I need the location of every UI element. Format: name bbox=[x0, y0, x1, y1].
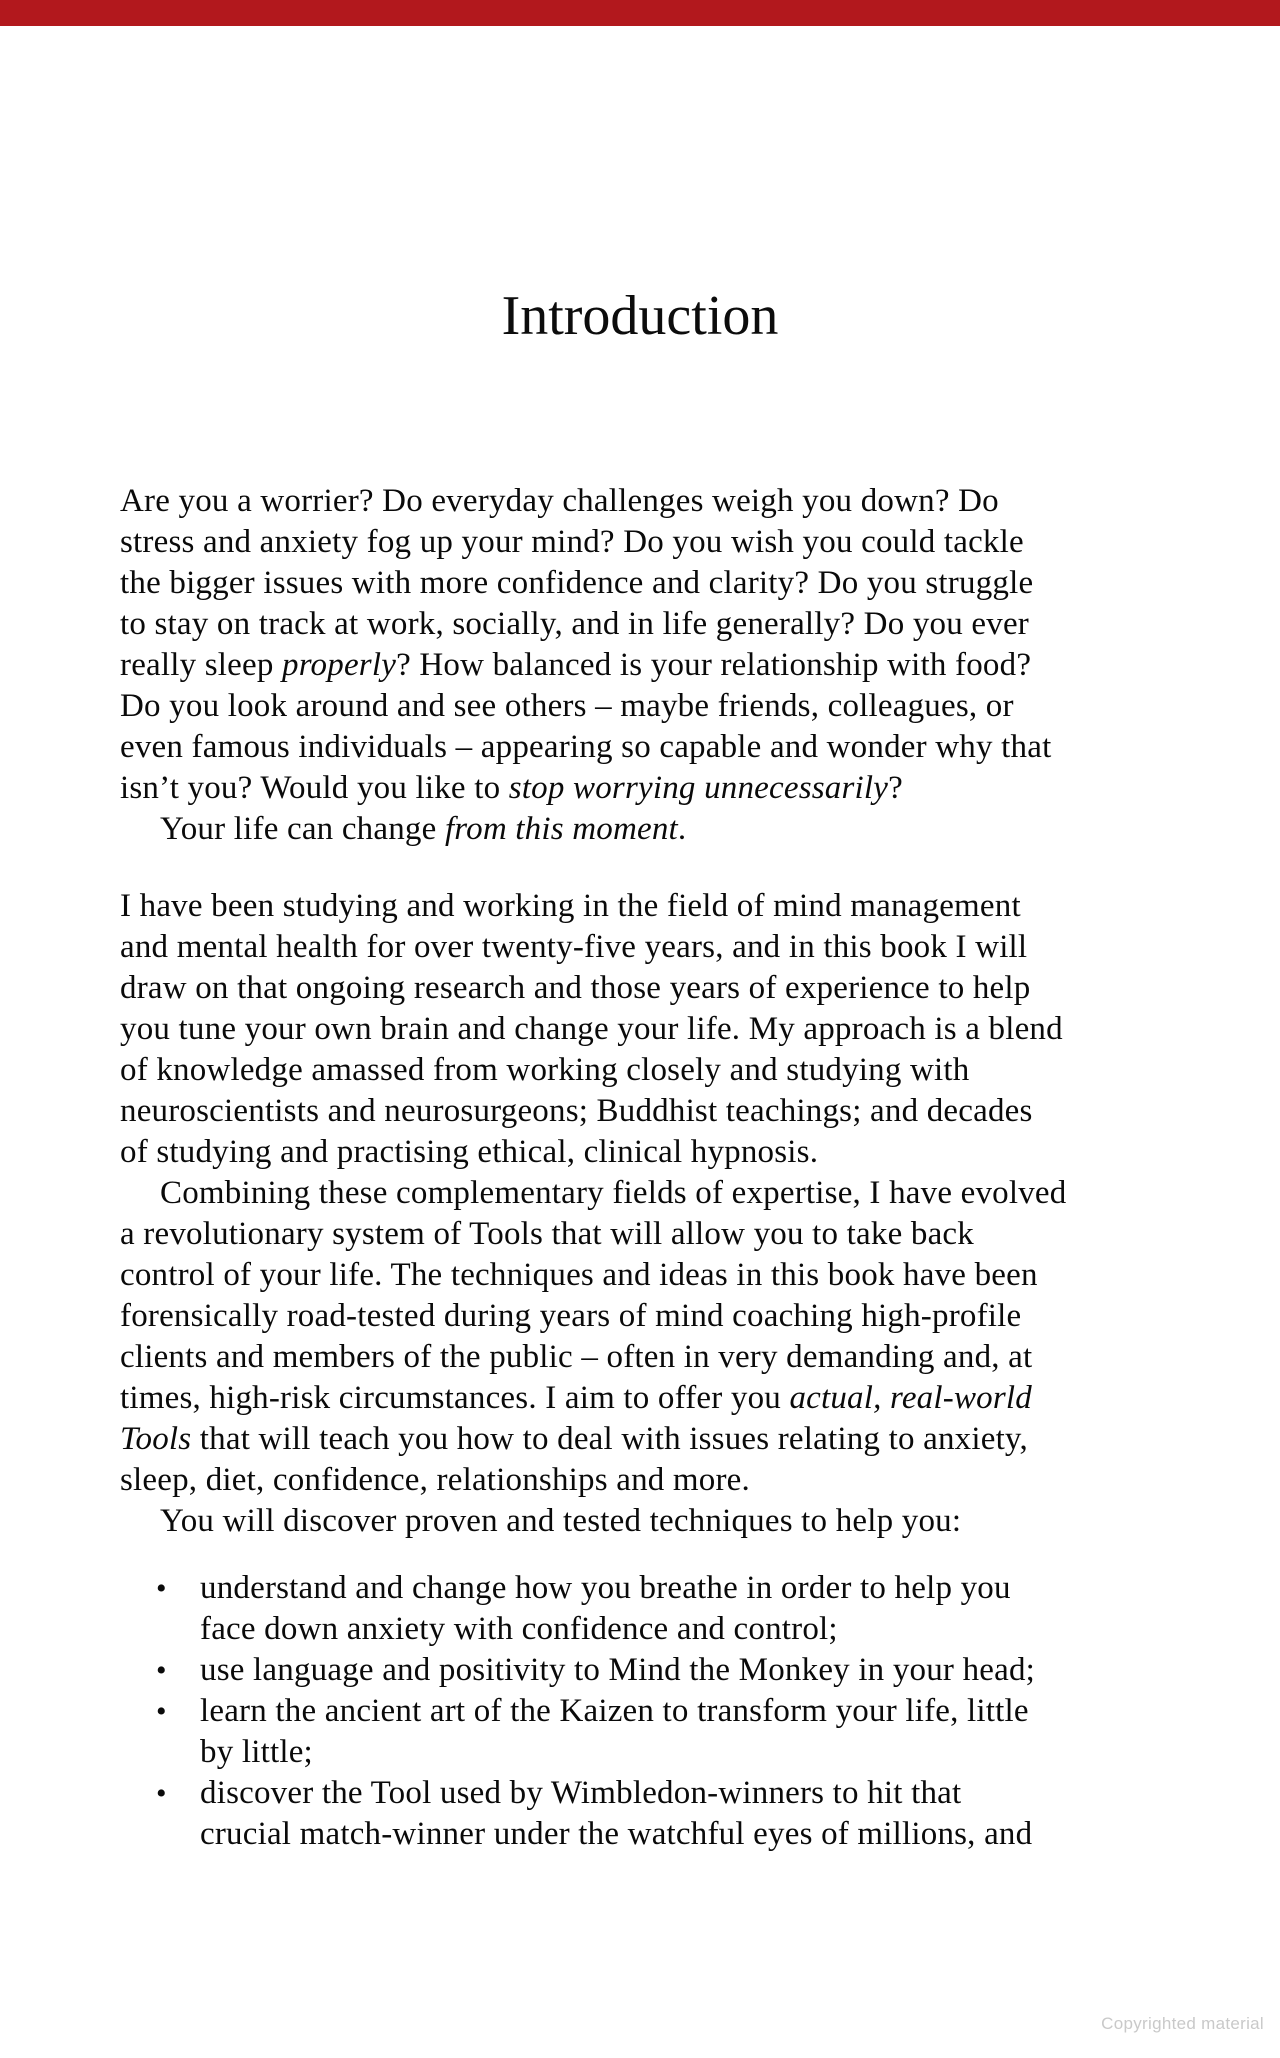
bullet-marker: • bbox=[156, 1572, 167, 1605]
text-line bbox=[120, 1255, 1200, 1296]
text-segment: understand and change how you breathe in order to help you bbox=[200, 1570, 1011, 1606]
text-segment: learn the ancient art of the Kaizen to transform your life, little bbox=[200, 1693, 1029, 1729]
text-segment: clients and members of the public – often in very demanding and, at bbox=[120, 1339, 1033, 1375]
text-segment: you tune your own brain and change your life. My approach is a blend bbox=[120, 1011, 1063, 1047]
text-segment: discover the Tool used by Wimbledon-winners to hit that bbox=[200, 1775, 962, 1811]
text-line bbox=[120, 1501, 1200, 1542]
text-line bbox=[120, 1173, 1200, 1214]
text-segment: by little; bbox=[200, 1734, 313, 1770]
text-line bbox=[120, 1691, 1200, 1732]
bullet-marker: • bbox=[156, 1777, 167, 1810]
text-line bbox=[120, 727, 1200, 768]
text-line bbox=[120, 1009, 1200, 1050]
text-segment: a revolutionary system of Tools that will allow you to take back bbox=[120, 1216, 974, 1252]
top-red-bar bbox=[0, 0, 1280, 26]
text-line bbox=[120, 1609, 1200, 1650]
text-segment: times, high-risk circumstances. I aim to offer you bbox=[120, 1380, 790, 1416]
text-segment: Your life can change bbox=[160, 811, 445, 847]
text-line bbox=[120, 968, 1200, 1009]
text-line bbox=[120, 1732, 1200, 1773]
bullet-marker: • bbox=[156, 1695, 167, 1728]
text-segment: of knowledge amassed from working closely and studying with bbox=[120, 1052, 970, 1088]
text-segment: neuroscientists and neurosurgeons; Buddhist teachings; and decades bbox=[120, 1093, 1033, 1129]
text-segment: Do you look around and see others – maybe friends, colleagues, or bbox=[120, 688, 1014, 724]
text-segment: forensically road-tested during years of mind coaching high-profile bbox=[120, 1298, 1022, 1334]
text-segment: of studying and practising ethical, clinical hypnosis. bbox=[120, 1134, 819, 1170]
text-line bbox=[120, 563, 1200, 604]
text-line bbox=[120, 645, 1200, 686]
italic-text-segment: Tools bbox=[120, 1421, 192, 1457]
text-line bbox=[120, 1132, 1200, 1173]
text-segment: really sleep bbox=[120, 647, 283, 683]
text-line bbox=[120, 1568, 1200, 1609]
text-segment: that will teach you how to deal with issues relating to anxiety, bbox=[191, 1421, 1028, 1457]
text-line bbox=[120, 1419, 1200, 1460]
text-segment: isn’t you? Would you like to bbox=[120, 770, 509, 806]
text-line bbox=[120, 1650, 1200, 1691]
text-line bbox=[120, 522, 1200, 563]
body-text bbox=[120, 481, 1200, 1855]
chapter-title: Introduction bbox=[501, 285, 779, 347]
text-line bbox=[120, 768, 1200, 809]
italic-text-segment: stop worrying unnecessarily bbox=[508, 770, 889, 806]
text-segment: crucial match-winner under the watchful eyes of millions, and bbox=[200, 1816, 1033, 1852]
text-line bbox=[120, 809, 1200, 850]
text-line bbox=[120, 886, 1200, 927]
text-segment: stress and anxiety fog up your mind? Do you wish you could tackle bbox=[120, 524, 1024, 560]
text-line bbox=[120, 1460, 1200, 1501]
text-segment: ? How balanced is your relationship with food? bbox=[396, 647, 1032, 683]
text-segment: Are you a worrier? Do everyday challenges weigh you down? Do bbox=[120, 483, 999, 519]
text-segment: Combining these complementary fields of expertise, I have evolved bbox=[160, 1175, 1067, 1211]
text-segment: to stay on track at work, socially, and in life generally? Do you ever bbox=[120, 606, 1029, 642]
text-line bbox=[120, 1050, 1200, 1091]
text-segment: ? bbox=[888, 770, 903, 806]
text-segment: sleep, diet, confidence, relationships and more. bbox=[120, 1462, 750, 1498]
text-segment: face down anxiety with confidence and control; bbox=[200, 1611, 838, 1647]
text-line bbox=[120, 1378, 1200, 1419]
text-line bbox=[120, 1296, 1200, 1337]
bullet-marker: • bbox=[156, 1654, 167, 1687]
text-segment: I have been studying and working in the field of mind management bbox=[120, 888, 1021, 924]
text-segment: even famous individuals – appearing so capable and wonder why that bbox=[120, 729, 1052, 765]
italic-text-segment: from this moment bbox=[444, 811, 678, 847]
text-line bbox=[120, 481, 1200, 522]
text-segment: and mental health for over twenty-five years, and in this book I will bbox=[120, 929, 1028, 965]
text-segment: draw on that ongoing research and those years of experience to help bbox=[120, 970, 1031, 1006]
text-line bbox=[120, 604, 1200, 645]
text-segment: the bigger issues with more confidence and clarity? Do you struggle bbox=[120, 565, 1034, 601]
text-line bbox=[120, 686, 1200, 727]
text-segment: use language and positivity to Mind the Monkey in your head; bbox=[200, 1652, 1036, 1688]
copyright-watermark: Copyrighted material bbox=[1101, 2014, 1264, 2033]
text-line bbox=[120, 1337, 1200, 1378]
text-line bbox=[120, 1091, 1200, 1132]
text-line bbox=[120, 927, 1200, 968]
text-segment: . bbox=[677, 811, 687, 847]
text-line bbox=[120, 1814, 1200, 1855]
italic-text-segment: properly bbox=[282, 647, 397, 683]
italic-text-segment: actual, real-world bbox=[789, 1380, 1032, 1416]
text-segment: You will discover proven and tested techniques to help you: bbox=[160, 1503, 962, 1539]
text-segment: control of your life. The techniques and ideas in this book have been bbox=[120, 1257, 1038, 1293]
text-line bbox=[120, 1214, 1200, 1255]
text-line bbox=[120, 1773, 1200, 1814]
